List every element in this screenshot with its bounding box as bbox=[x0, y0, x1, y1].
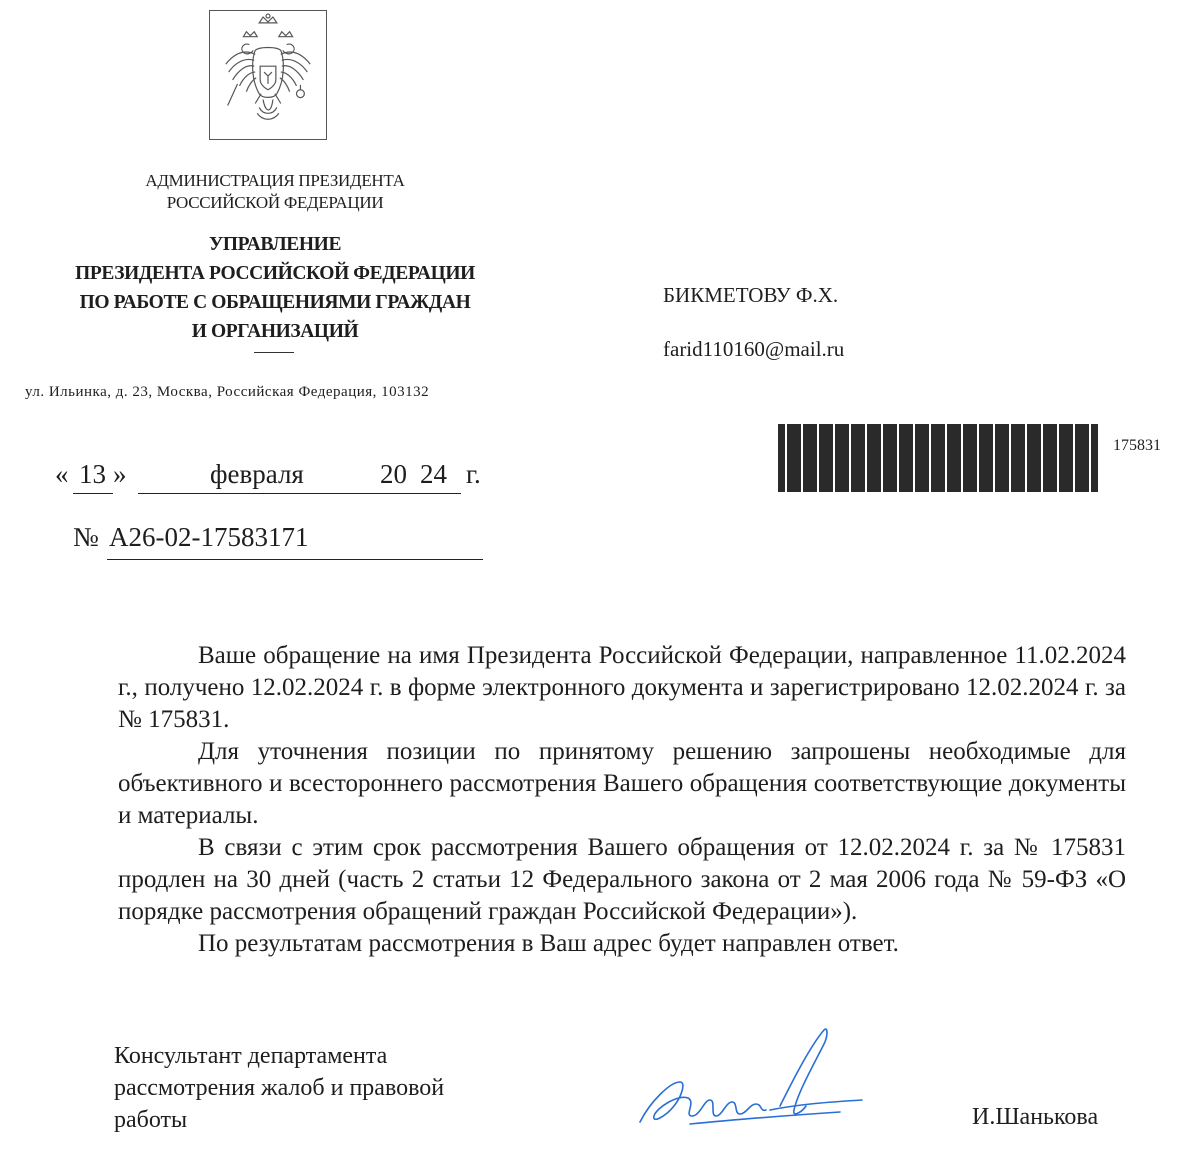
letter-body bbox=[118, 640, 1126, 960]
document-number-underline bbox=[107, 559, 483, 560]
date-year-underline bbox=[417, 493, 461, 494]
department-line: ПО РАБОТЕ С ОБРАЩЕНИЯМИ ГРАЖДАН bbox=[79, 292, 471, 313]
handwritten-signature bbox=[630, 1022, 870, 1152]
administration-line: РОССИЙСКОЙ ФЕДЕРАЦИИ bbox=[166, 193, 384, 212]
body-paragraph: Для уточнения позиции по принятому решению запрошены необходимые для объективного и всестороннего рассмотрения Вашего обращения соответствующие документы и материалы. bbox=[118, 738, 1126, 829]
signer-position-line: работы bbox=[114, 1107, 188, 1133]
date-year-suffix: 24 bbox=[420, 459, 447, 489]
department-name bbox=[30, 230, 520, 346]
sender-address: ул. Ильинка, д. 23, Москва, Российская Федерация, 103132 bbox=[25, 384, 430, 400]
date-day-underline bbox=[73, 493, 113, 494]
department-divider bbox=[254, 352, 294, 353]
recipient-email: farid110160@mail.ru bbox=[663, 337, 845, 361]
date-day: 13 bbox=[79, 459, 106, 489]
administration-name bbox=[110, 170, 440, 214]
signer-name: И.Шанькова bbox=[972, 1104, 1099, 1130]
date-year-prefix: 20 bbox=[380, 459, 407, 489]
signature-graphic bbox=[630, 1022, 870, 1152]
body-paragraph: В связи с этим срок рассмотрения Вашего обращения от 12.02.2024 г. за № 175831 продлен на 30 дней (часть 2 статьи 12 Федерального закона от 2 мая 2006 года № 59-ФЗ «О порядке рассмотрения обращений граждан Российской Федерации»). bbox=[118, 834, 1126, 925]
date-month: февраля bbox=[210, 459, 304, 489]
date-close-quote: » bbox=[113, 459, 127, 489]
signer-position-line: рассмотрения жалоб и правовой bbox=[114, 1075, 445, 1101]
emblem-frame bbox=[209, 10, 327, 140]
department-line: И ОРГАНИЗАЦИЙ bbox=[191, 321, 359, 342]
signer-position-line: Консультант департамента bbox=[114, 1043, 388, 1069]
barcode bbox=[778, 424, 1098, 492]
administration-line: АДМИНИСТРАЦИЯ ПРЕЗИДЕНТА bbox=[145, 171, 405, 190]
coat-of-arms-icon bbox=[210, 11, 326, 139]
document-number: А26-02-17583171 bbox=[109, 522, 309, 552]
signer-position bbox=[114, 1040, 444, 1136]
date-year-abbr: г. bbox=[466, 459, 481, 489]
date-open-quote: « bbox=[55, 459, 69, 489]
barcode-number: 175831 bbox=[1113, 437, 1161, 454]
body-paragraph: По результатам рассмотрения в Ваш адрес будет направлен ответ. bbox=[198, 930, 899, 957]
body-paragraph: Ваше обращение на имя Президента Российской Федерации, направленное 11.02.2024 г., получено 12.02.2024 г. в форме электронного документа и зарегистрировано 12.02.2024 г. за № 175831. bbox=[118, 642, 1126, 733]
recipient-name: БИКМЕТОВУ Ф.Х. bbox=[663, 283, 839, 307]
date-month-underline bbox=[138, 493, 438, 494]
barcode-graphic bbox=[778, 424, 1098, 492]
department-line: УПРАВЛЕНИЕ bbox=[208, 234, 342, 255]
department-line: ПРЕЗИДЕНТА РОССИЙСКОЙ ФЕДЕРАЦИИ bbox=[75, 263, 475, 284]
number-sign: № bbox=[73, 522, 99, 552]
